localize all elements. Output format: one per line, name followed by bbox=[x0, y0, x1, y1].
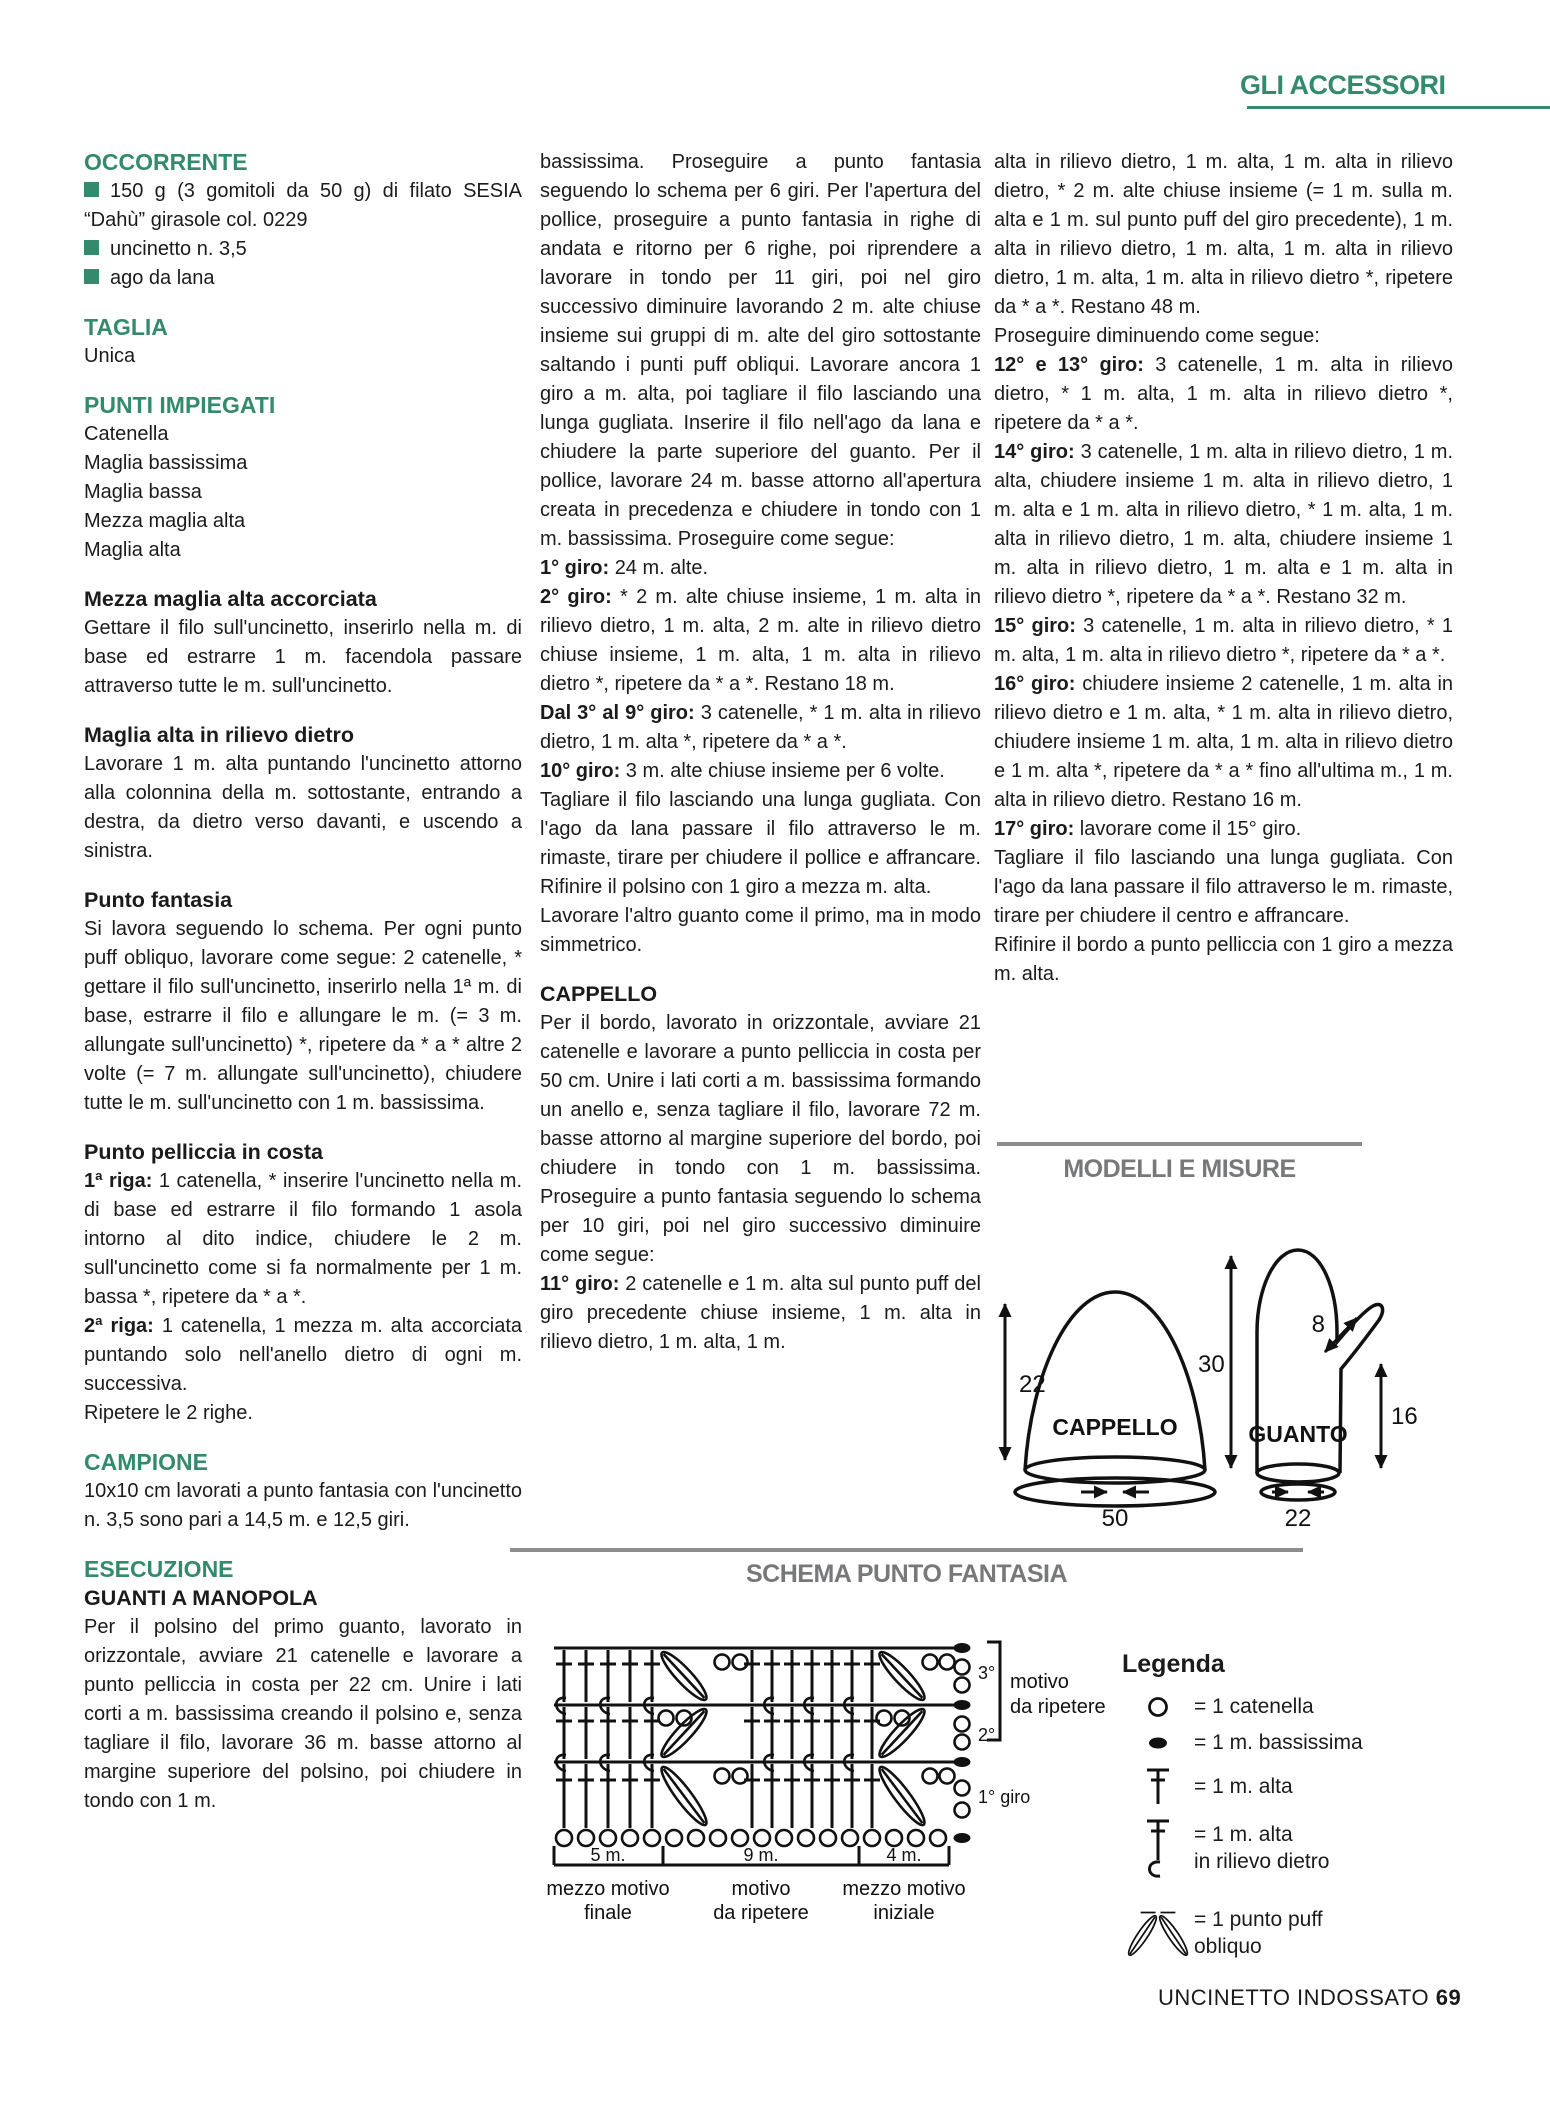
subsection-title: GUANTI A MANOPOLA bbox=[84, 1586, 318, 1610]
legend-text-line: = 1 punto puff bbox=[1194, 1908, 1323, 1931]
body-paragraph: Lavorare l'altro guanto come il primo, ma in modo simmetrico. bbox=[540, 905, 981, 956]
round-lead: Dal 3° al 9° giro: bbox=[540, 702, 695, 724]
body-paragraph: Per il bordo, lavorato in orizzontale, avviare 21 catenelle e lavorare a punto pelliccia in costa per 50 cm. Unire i lati corti a m. bassissima formando un anello e, senza tagliare il filo, lavorare 72 m. basse attorno al margine superiore del bordo, poi chiudere in tondo con 1 m. bassissima. Proseguire a punto fantasia seguendo lo schema per 10 giri, poi nel giro successivo diminuire come segue: bbox=[540, 1012, 981, 1266]
page-footer bbox=[1158, 1985, 1461, 2011]
round-lead: 12° e 13° giro: bbox=[994, 354, 1144, 376]
stitch-item: Maglia bassa bbox=[84, 481, 202, 503]
round-paragraph bbox=[540, 554, 981, 583]
body-paragraph: alta in rilievo dietro, 1 m. alta, 1 m. alta in rilievo dietro, * 2 m. alte chiuse insieme (= 1 m. sulla m. alta e 1 m. sul punto puff del giro precedente), 1 m. alta in rilievo dietro, 1 m. alta, 1 m. alta in rilievo dietro, 1 m. alta, 1 m. alta in rilievo dietro *, ripetere da * a *. Restano 48 m. bbox=[994, 151, 1453, 318]
models-title: MODELLI E MISURE bbox=[1063, 1155, 1296, 1183]
group-label: da ripetere bbox=[713, 1902, 809, 1924]
round-text: lavorare come il 15° giro. bbox=[1079, 818, 1302, 840]
schema-rule bbox=[510, 1548, 1303, 1552]
body-paragraph: Rifinire il bordo a punto pelliccia con 1 giro a mezza m. alta. bbox=[994, 934, 1453, 985]
stitch-item: Maglia alta bbox=[84, 539, 181, 561]
bullet-square-icon bbox=[84, 182, 99, 197]
schema-title: SCHEMA PUNTO FANTASIA bbox=[746, 1560, 1067, 1588]
header-rule bbox=[1247, 106, 1550, 109]
repeat-label-line1: motivo bbox=[1010, 1671, 1069, 1693]
round-lead: 10° giro: bbox=[540, 760, 621, 782]
round-lead: 16° giro: bbox=[994, 673, 1076, 695]
slip-stitch-icon bbox=[1122, 1734, 1194, 1752]
round-paragraph bbox=[540, 583, 981, 699]
glove-label: GUANTO bbox=[1248, 1421, 1348, 1447]
round-paragraph bbox=[994, 815, 1453, 844]
chart-row2-label: 2° bbox=[978, 1725, 996, 1745]
material-item bbox=[84, 177, 522, 235]
round-paragraph bbox=[994, 612, 1453, 670]
round-text: 3 catenelle, * 1 m. alta in rilievo dietro, 1 m. alta *, ripetere da * a *. bbox=[540, 702, 982, 753]
body-paragraph: Proseguire diminuendo come segue: bbox=[994, 325, 1320, 347]
chain-icon bbox=[1122, 1694, 1194, 1720]
footer-page-number: 69 bbox=[1435, 1985, 1462, 2010]
models-rule bbox=[997, 1142, 1362, 1146]
taglia-body: Unica bbox=[84, 345, 136, 367]
row-lead: 2ª riga: bbox=[84, 1315, 154, 1337]
round-lead: 15° giro: bbox=[994, 615, 1076, 637]
round-text: 3 catenelle, 1 m. alta in rilievo dietro, * 1 m. alta, 1 m. alta in rilievo dietro *, ripetere da * a *. bbox=[994, 354, 1454, 434]
round-lead: 17° giro: bbox=[994, 818, 1075, 840]
page-header-title: GLI ACCESSORI bbox=[1240, 70, 1446, 100]
row-text: 1 catenella, * inserire l'uncinetto nella m. di base ed estrarre il filo formando 1 asola intorno al dito indice, chiudere le 2 m. sull'uncinetto come si fa normalmente per 1 m. bassa *, ripetere da * a *. bbox=[84, 1170, 523, 1308]
legend-text: = 1 catenella bbox=[1194, 1695, 1314, 1718]
legend-text bbox=[1194, 1821, 1329, 1875]
group-label: mezzo motivo bbox=[842, 1878, 966, 1900]
chart-row1-label: 1° giro bbox=[978, 1787, 1031, 1807]
legend-text: = 1 m. alta bbox=[1194, 1774, 1293, 1798]
group-label: iniziale bbox=[873, 1902, 935, 1924]
material-text: 150 g (3 gomitoli da 50 g) di filato SESIA “Dahù” girasole col. 0229 bbox=[84, 180, 522, 231]
material-item bbox=[84, 264, 522, 293]
round-paragraph bbox=[540, 1270, 981, 1357]
material-text: ago da lana bbox=[110, 267, 215, 289]
row-text: 1 catenella, 1 mezza m. alta accorciata puntando solo nell'anello dietro di ogni m. successiva. bbox=[84, 1315, 522, 1395]
legend-row bbox=[1122, 1729, 1462, 1756]
round-text: 2 catenelle e 1 m. alta sul punto puff del giro precedente chiuse insieme, 1 m. alta in rilievo dietro, 1 m. alta, 1 m. bbox=[540, 1273, 981, 1353]
subsection-body: Gettare il filo sull'uncinetto, inserirlo nella m. di base ed estrarre 1 m. facendola passare attraverso tutte le m. sull'uncinetto. bbox=[84, 617, 522, 697]
glove-circumference-value: 22 bbox=[1284, 1505, 1312, 1532]
models-measures-diagram bbox=[985, 1192, 1465, 1532]
round-text: 3 m. alte chiuse insieme per 6 volte. bbox=[625, 760, 945, 782]
legend-row bbox=[1122, 1693, 1462, 1720]
body-paragraph: Tagliare il filo lasciando una lunga gugliata. Con l'ago da lana passare il filo attraverso le m. rimaste, tirare per chiudere il pollice e affrancare. Rifinire il polsino con 1 giro a mezza m. alta. bbox=[540, 789, 981, 898]
subsection-title: Mezza maglia alta accorciata bbox=[84, 587, 377, 611]
column-right bbox=[994, 148, 1453, 989]
cuff-height-value: 16 bbox=[1391, 1403, 1418, 1430]
glove-height-value: 30 bbox=[1198, 1351, 1225, 1378]
legend-text bbox=[1194, 1906, 1323, 1960]
subsection-title: Punto pelliccia in costa bbox=[84, 1140, 323, 1164]
chart-row3-label: 3° bbox=[978, 1663, 996, 1683]
group-label: mezzo motivo bbox=[546, 1878, 670, 1900]
section-title-taglia: TAGLIA bbox=[84, 314, 168, 340]
material-text: uncinetto n. 3,5 bbox=[110, 238, 247, 260]
body-paragraph: Tagliare il filo lasciando una lunga gugliata. Con l'ago da lana passare il filo attraverso le m. rimaste, tirare per chiudere il centro e affrancare. bbox=[994, 847, 1453, 927]
section-title-campione: CAMPIONE bbox=[84, 1449, 208, 1475]
subsection-title-cappello: CAPPELLO bbox=[540, 982, 658, 1006]
subsection-title: Punto fantasia bbox=[84, 888, 233, 912]
round-paragraph bbox=[994, 670, 1453, 815]
stitch-chart bbox=[500, 1612, 1140, 1942]
material-item bbox=[84, 235, 522, 264]
round-text: * 2 m. alte chiuse insieme, 1 m. alta in rilievo dietro, 1 m. alta, 2 m. alte in rilievo dietro chiuse insieme, 1 m. alta, 1 m. alta in rilievo dietro *, ripetere da * a *. Restano 18 m. bbox=[540, 586, 981, 695]
round-text: 3 catenelle, 1 m. alta in rilievo dietro, * 1 m. alta, 1 m. alta in rilievo dietro *, ripetere da * a *. bbox=[994, 615, 1453, 666]
group-count: 5 m. bbox=[590, 1845, 626, 1865]
repeat-label-line2: da ripetere bbox=[1010, 1696, 1106, 1718]
footer-title: UNCINETTO INDOSSATO bbox=[1158, 1985, 1430, 2010]
row-lead: 1ª riga: bbox=[84, 1170, 153, 1192]
round-paragraph bbox=[994, 438, 1453, 612]
stitch-item: Catenella bbox=[84, 423, 169, 445]
campione-body: 10x10 cm lavorati a punto fantasia con l'uncinetto n. 3,5 sono pari a 14,5 m. e 12,5 giri. bbox=[84, 1480, 522, 1531]
row-paragraph: Ripetere le 2 righe. bbox=[84, 1402, 253, 1424]
hat-height-value: 22 bbox=[1019, 1371, 1046, 1398]
thumb-value: 8 bbox=[1311, 1311, 1325, 1338]
legend-text-line: in rilievo dietro bbox=[1194, 1850, 1330, 1873]
round-lead: 2° giro: bbox=[540, 586, 612, 608]
round-lead: 1° giro: bbox=[540, 557, 610, 579]
legend-panel bbox=[1122, 1650, 1462, 1986]
stitch-item: Maglia bassissima bbox=[84, 452, 248, 474]
column-middle bbox=[540, 148, 981, 1357]
group-count: 9 m. bbox=[743, 1845, 779, 1865]
round-text: 3 catenelle, 1 m. alta in rilievo dietro, 1 m. alta, chiudere insieme 1 m. alta in rilievo dietro, 1 m. alta e 1 m. alta in rilievo dietro, * 1 m. alta, 1 m. alta in rilievo dietro, 1 m. alta, chiudere insieme 1 m. alta in rilievo dietro, 1 m. alta e 1 m. alta in rilievo dietro *, ripetere da * a *. Restano 32 m. bbox=[994, 441, 1454, 608]
row-paragraph bbox=[84, 1312, 522, 1399]
legend-row bbox=[1122, 1765, 1462, 1807]
legend-title: Legenda bbox=[1122, 1650, 1225, 1678]
hat-outline bbox=[1025, 1292, 1205, 1470]
bullet-square-icon bbox=[84, 269, 99, 284]
double-crochet-icon bbox=[1122, 1765, 1194, 1807]
hat-label: CAPPELLO bbox=[1052, 1414, 1178, 1440]
column-left bbox=[84, 148, 522, 1816]
hat-circumference-value: 50 bbox=[1101, 1505, 1129, 1532]
subsection-title: Maglia alta in rilievo dietro bbox=[84, 723, 355, 747]
bullet-square-icon bbox=[84, 240, 99, 255]
group-count: 4 m. bbox=[886, 1845, 922, 1865]
section-title-punti: PUNTI IMPIEGATI bbox=[84, 392, 276, 418]
round-text: 24 m. alte. bbox=[614, 557, 709, 579]
round-paragraph bbox=[994, 351, 1453, 438]
glove-cuff-ellipse bbox=[1257, 1464, 1339, 1482]
round-lead: 14° giro: bbox=[994, 441, 1075, 463]
subsection-body: Lavorare 1 m. alta puntando l'uncinetto attorno alla colonnina della m. sottostante, entrando a destra, da dietro verso davanti, e uscendo a sinistra. bbox=[84, 753, 522, 862]
round-paragraph bbox=[540, 699, 981, 757]
legend-row bbox=[1122, 1889, 1462, 1977]
section-title-esecuzione: ESECUZIONE bbox=[84, 1556, 234, 1582]
stitch-item: Mezza maglia alta bbox=[84, 510, 246, 532]
thumb-arrow bbox=[1325, 1318, 1357, 1352]
round-paragraph bbox=[540, 757, 981, 786]
subsection-body: Si lavora seguendo lo schema. Per ogni punto puff obliquo, lavorare come segue: 2 catenelle, * gettare il filo sull'uncinetto, inserirlo nella 1ª m. di base, estrarre il filo e allungare le m. (= 3 m. allungate sull'uncinetto) *, ripetere da * a * altre 2 volte (= 7 m. allungate sull'uncinetto), chiudere tutte le m. sull'uncinetto con 1 m. bassissima. bbox=[84, 918, 522, 1114]
round-text: chiudere insieme 2 catenelle, 1 m. alta in rilievo dietro e 1 m. alta, * 1 m. alta in rilievo dietro, chiudere insieme 1 m. alta, 1 m. alta in rilievo dietro e 1 m. alta *, ripetere da * a * fino all'ultima m., 1 m. alta in rilievo dietro. Restano 16 m. bbox=[994, 673, 1454, 811]
legend-row bbox=[1122, 1816, 1462, 1880]
puff-stitch-icon bbox=[1122, 1889, 1194, 1977]
group-label: finale bbox=[584, 1902, 632, 1924]
body-paragraph: bassissima. Proseguire a punto fantasia seguendo lo schema per 6 giri. Per l'apertura del pollice, proseguire a punto fantasia in righe di andata e ritorno per 6 righe, poi riprendere a lavorare in tondo per 11 giri, poi nel giro successivo diminuire lavorando 2 m. alte chiuse insieme sui gruppi di m. alte del giro sottostante saltando i punti puff obliqui. Lavorare ancora 1 giro a m. alta, poi tagliare il filo lasciando una lunga gugliata. Inserire il filo nell'ago da lana e chiudere la parte superiore del guanto. Per il pollice, lavorare 24 m. basse attorno all'apertura creata in precedenza e chiudere in tondo con 1 m. bassissima. Proseguire come segue: bbox=[540, 151, 981, 550]
back-post-double-crochet-icon bbox=[1122, 1816, 1194, 1880]
legend-text: = 1 m. bassissima bbox=[1194, 1731, 1363, 1754]
legend-text-line: = 1 m. alta bbox=[1194, 1823, 1293, 1846]
section-title-occorrente: OCCORRENTE bbox=[84, 149, 248, 175]
legend-text-line: obliquo bbox=[1194, 1935, 1262, 1958]
row-paragraph bbox=[84, 1167, 522, 1312]
round-lead: 11° giro: bbox=[540, 1273, 620, 1295]
subsection-body: Per il polsino del primo guanto, lavorato in orizzontale, avviare 21 catenelle e lavorare a punto pelliccia in costa per 22 cm. Unire i lati corti a m. bassissima creando il polsino e, senza tagliare il filo, lavorare 36 m. basse attorno al margine superiore del polsino, poi chiudere in tondo con 1 m. bbox=[84, 1616, 522, 1812]
group-label: motivo bbox=[731, 1878, 791, 1900]
